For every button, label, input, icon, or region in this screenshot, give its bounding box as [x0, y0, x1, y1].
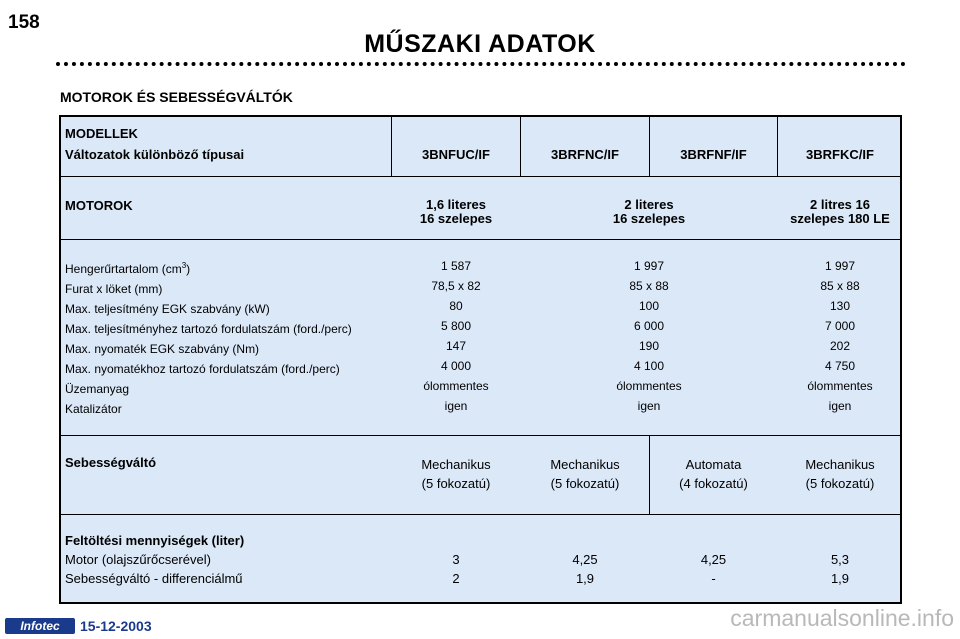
spec-labels: [65, 256, 352, 419]
capacity-col3: 4,25 -: [700, 552, 727, 586]
gearbox-2: Mechanikus (5 fokozatú): [550, 457, 620, 491]
page-number: 158: [8, 12, 40, 33]
spec-label: Furat x löket (mm): [65, 282, 163, 296]
variant-4: 3BRFKC/IF: [806, 147, 874, 162]
row-divider: [61, 435, 900, 436]
modellek-label: MODELLEK: [65, 126, 138, 141]
variant-2: 3BRFNC/IF: [551, 147, 619, 162]
spec-label: Üzemanyag: [65, 382, 130, 396]
spec-label: Hengerűrtartalom $(cm^3)$: [65, 261, 191, 276]
capacity-label: Sebességváltó - differenciálmű: [65, 571, 243, 586]
engine-1: 1,6 literes 16 szelepes: [419, 197, 493, 226]
spec-label: Max. teljesítményhez tartozó fordulatszám (ford./perc): [65, 322, 352, 336]
capacities-title: Feltöltési mennyiségek (liter): [65, 533, 245, 548]
variant-3: 3BRFNF/IF: [680, 147, 747, 162]
gearbox-3: Automata (4 fokozatú): [679, 457, 748, 491]
capacity-col4: 5,3 1,9: [830, 552, 850, 586]
spec-values-col2: 1 997 85 x 88 100 6 000 190 4 100 ólommentes igen: [616, 259, 682, 413]
variants-label: Változatok különböző típusai: [65, 147, 245, 162]
gearbox-1: Mechanikus (5 fokozatú): [421, 457, 491, 491]
engine-3: 2 litres 16 szelepes 180 LE: [790, 197, 890, 226]
gearbox-label: Sebességváltó: [65, 455, 157, 470]
row-divider: [61, 239, 900, 240]
capacity-col1: 3 2: [452, 552, 460, 586]
variant-1: 3BNFUC/IF: [422, 147, 490, 162]
spec-label: Max. teljesítmény EGK szabvány (kW): [65, 302, 270, 316]
gearbox-4: Mechanikus (5 fokozatú): [805, 457, 875, 491]
row-divider: [61, 176, 900, 177]
capacity-label: Motor (olajszűrőcserével): [65, 552, 211, 567]
engines-label: MOTOROK: [65, 198, 133, 213]
infotec-logo: Infotec: [5, 618, 75, 634]
spec-label: Max. nyomaték EGK szabvány (Nm): [65, 342, 260, 356]
spec-table: [59, 115, 902, 604]
capacities-labels: [65, 531, 244, 588]
capacity-col2: 4,25 1,9: [572, 552, 598, 586]
spec-label: Katalizátor: [65, 402, 122, 416]
footer-date: 15-12-2003: [80, 618, 152, 634]
row-divider: [61, 514, 900, 515]
watermark: carmanualsonline.info: [730, 605, 954, 631]
spec-label: Max. nyomatékhoz tartozó fordulatszám (ford./perc): [65, 362, 340, 376]
page-title: MŰSZAKI ADATOK: [364, 30, 596, 58]
engine-2: 2 literes 16 szelepes: [612, 197, 686, 226]
dotted-divider: [56, 62, 906, 66]
section-title: MOTOROK ÉS SEBESSÉGVÁLTÓK: [60, 89, 293, 105]
spec-values-col1: 1 587 78,5 x 82 80 5 800 147 4 000 ólommentes igen: [423, 259, 489, 413]
spec-values-col3: 1 997 85 x 88 130 7 000 202 4 750 ólommentes igen: [807, 259, 873, 413]
